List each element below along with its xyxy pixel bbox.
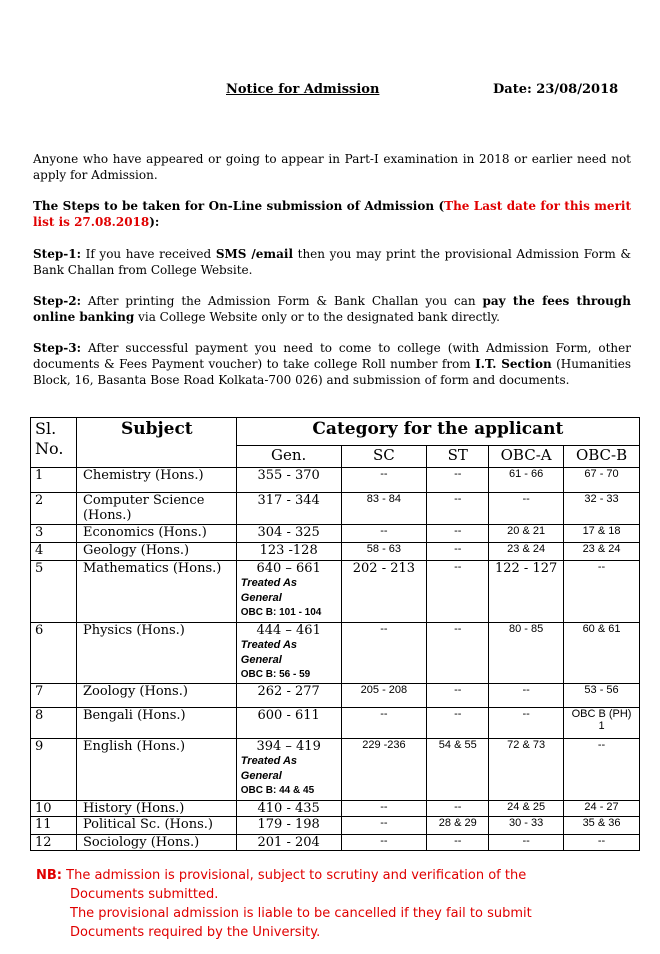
header-category: Category for the applicant (236, 418, 639, 446)
step-1-label: Step-1: (33, 247, 81, 261)
steps-heading-text: The Steps to be taken for On-Line submission of Admission ( (33, 199, 445, 213)
table-row (31, 739, 640, 801)
nb-line-2: Documents submitted. (70, 887, 219, 902)
step-3 (33, 340, 631, 388)
cell-gen (236, 543, 341, 561)
cell-st: -- (427, 684, 489, 708)
gen-range: 600 - 611 (257, 708, 320, 723)
cell-gen (236, 561, 341, 623)
cell-subject: Bengali (Hons.) (76, 708, 236, 739)
table-row (31, 623, 640, 684)
cell-sc: 205 - 208 (341, 684, 427, 708)
cell-obc-a: 24 & 25 (489, 801, 564, 817)
last-date-note: The Last date for this merit list is 27.08.2018 (33, 199, 631, 229)
cell-obc-a: 61 - 66 (489, 468, 564, 493)
cell-obc-b: 17 & 18 (564, 525, 640, 543)
cell-subject: Mathematics (Hons.) (76, 561, 236, 623)
gen-range: 123 -128 (259, 543, 318, 558)
nb-line-3: The provisional admission is liable to be cancelled if they fail to submit (70, 906, 532, 921)
table-row (31, 525, 640, 543)
gen-obc-note: OBC B: 56 - 59 (240, 669, 311, 680)
gen-range: 444 – 461 (256, 623, 321, 638)
cell-obc-b: -- (564, 739, 640, 801)
intro-paragraph: Anyone who have appeared or going to appear in Part-I examination in 2018 or earlier need not apply for Admission. (33, 152, 631, 182)
cell-sc: -- (341, 708, 427, 739)
cell-sl: 11 (31, 817, 77, 835)
cell-sl: 3 (31, 525, 77, 543)
cell-subject: History (Hons.) (76, 801, 236, 817)
step-1 (33, 246, 631, 278)
cell-sl: 4 (31, 543, 77, 561)
table-row (31, 493, 640, 525)
cell-st: 28 & 29 (427, 817, 489, 835)
cell-obc-b: 24 - 27 (564, 801, 640, 817)
gen-range: 640 – 661 (256, 561, 321, 576)
step-1-text: If you have received (81, 247, 216, 261)
gen-obc-note: OBC B: 101 - 104 (240, 607, 322, 618)
nb-note (36, 866, 532, 942)
merit-list-table (30, 417, 640, 851)
cell-obc-a: 30 - 33 (489, 817, 564, 835)
cell-st: -- (427, 543, 489, 561)
cell-sc: -- (341, 623, 427, 684)
header-obc-a: OBC-A (489, 446, 564, 468)
notice-date: Date: 23/08/2018 (493, 82, 619, 97)
table-row (31, 835, 640, 851)
header-st: ST (427, 446, 489, 468)
cell-obc-b: 35 & 36 (564, 817, 640, 835)
gen-range: 410 - 435 (257, 801, 320, 816)
cell-obc-a: -- (489, 493, 564, 525)
cell-gen (236, 817, 341, 835)
cell-sl: 2 (31, 493, 77, 525)
cell-sl: 9 (31, 739, 77, 801)
table-row (31, 708, 640, 739)
cell-gen (236, 801, 341, 817)
gen-note: Treated As General (240, 639, 298, 666)
cell-obc-b: 53 - 56 (564, 684, 640, 708)
steps-heading (33, 198, 631, 230)
cell-obc-b: 67 - 70 (564, 468, 640, 493)
header-subject: Subject (76, 418, 236, 468)
gen-range: 304 - 325 (257, 525, 320, 540)
cell-st: -- (427, 623, 489, 684)
table-body (31, 468, 640, 851)
cell-st: -- (427, 801, 489, 817)
table-row (31, 468, 640, 493)
cell-subject: Zoology (Hons.) (76, 684, 236, 708)
cell-st: -- (427, 561, 489, 623)
cell-sl: 10 (31, 801, 77, 817)
cell-subject: Economics (Hons.) (76, 525, 236, 543)
cell-obc-a: 80 - 85 (489, 623, 564, 684)
cell-obc-a: 122 - 127 (489, 561, 564, 623)
cell-gen (236, 708, 341, 739)
cell-gen (236, 623, 341, 684)
step-2-bold: pay the fees through online banking (33, 294, 631, 324)
cell-gen (236, 835, 341, 851)
header-gen: Gen. (236, 446, 341, 468)
cell-sc: -- (341, 525, 427, 543)
cell-obc-b: -- (564, 561, 640, 623)
cell-sl: 8 (31, 708, 77, 739)
step-2-text-2: via College Website only or to the designated bank directly. (134, 310, 500, 324)
cell-obc-b: -- (564, 835, 640, 851)
header-sc: SC (341, 446, 427, 468)
nb-line-4: Documents required by the University. (70, 925, 321, 940)
cell-sl: 5 (31, 561, 77, 623)
cell-obc-a: -- (489, 708, 564, 739)
step-2 (33, 293, 631, 325)
cell-obc-a: 72 & 73 (489, 739, 564, 801)
cell-subject: Geology (Hons.) (76, 543, 236, 561)
cell-sc: 202 - 213 (341, 561, 427, 623)
cell-obc-b: 60 & 61 (564, 623, 640, 684)
header-sl-no: Sl. No. (31, 418, 77, 468)
table-row (31, 684, 640, 708)
step-3-text: After successful payment you need to come to college (with Admission Form, other documents & Fees Payment voucher) to take college Roll number from (33, 341, 631, 371)
step-2-text: After printing the Admission Form & Bank Challan you can (81, 294, 483, 308)
step-1-text-2: then you may print the provisional Admission Form & Bank Challan from College Website. (33, 247, 631, 277)
gen-obc-note: OBC B: 44 & 45 (240, 785, 315, 796)
cell-obc-a: 20 & 21 (489, 525, 564, 543)
cell-sl: 1 (31, 468, 77, 493)
cell-subject: Sociology (Hons.) (76, 835, 236, 851)
gen-range: 201 - 204 (257, 835, 320, 850)
step-1-bold: SMS /email (215, 247, 294, 261)
gen-range: 317 - 344 (257, 493, 320, 508)
steps-heading-tail: ): (149, 215, 160, 229)
table-row (31, 801, 640, 817)
cell-gen (236, 493, 341, 525)
cell-st: -- (427, 468, 489, 493)
cell-subject: Computer Science (Hons.) (76, 493, 236, 525)
step-2-label: Step-2: (33, 294, 81, 308)
gen-note: Treated As General (240, 577, 298, 604)
cell-obc-b: 32 - 33 (564, 493, 640, 525)
cell-st: -- (427, 525, 489, 543)
cell-sc: -- (341, 801, 427, 817)
nb-line-1: The admission is provisional, subject to scrutiny and verification of the (62, 868, 527, 883)
cell-sl: 6 (31, 623, 77, 684)
cell-sc: 83 - 84 (341, 493, 427, 525)
table-row (31, 561, 640, 623)
cell-subject: English (Hons.) (76, 739, 236, 801)
cell-st: -- (427, 708, 489, 739)
nb-label: NB: (36, 868, 62, 883)
cell-gen (236, 739, 341, 801)
cell-obc-b: OBC B (PH) 1 (564, 708, 640, 739)
gen-note: Treated As General (240, 755, 298, 782)
cell-sc: -- (341, 835, 427, 851)
step-3-label: Step-3: (33, 341, 81, 355)
step-3-text-2: (Humanities Block, 16, Basanta Bose Road Kolkata-700 026) and submission of form and documents. (33, 357, 631, 387)
cell-subject: Political Sc. (Hons.) (76, 817, 236, 835)
gen-range: 179 - 198 (257, 817, 320, 832)
cell-gen (236, 468, 341, 493)
cell-sc: 58 - 63 (341, 543, 427, 561)
cell-gen (236, 684, 341, 708)
cell-obc-a: -- (489, 835, 564, 851)
cell-st: -- (427, 493, 489, 525)
cell-gen (236, 525, 341, 543)
cell-obc-b: 23 & 24 (564, 543, 640, 561)
cell-sc: -- (341, 817, 427, 835)
cell-subject: Chemistry (Hons.) (76, 468, 236, 493)
cell-sc: 229 -236 (341, 739, 427, 801)
table-row (31, 817, 640, 835)
cell-sl: 7 (31, 684, 77, 708)
cell-st: -- (427, 835, 489, 851)
gen-range: 394 – 419 (256, 739, 321, 754)
step-3-bold: I.T. Section (475, 357, 552, 371)
cell-obc-a: 23 & 24 (489, 543, 564, 561)
header-obc-b: OBC-B (564, 446, 640, 468)
notice-title: Notice for Admission (226, 82, 380, 97)
cell-sc: -- (341, 468, 427, 493)
cell-subject: Physics (Hons.) (76, 623, 236, 684)
table-row (31, 543, 640, 561)
gen-range: 262 - 277 (257, 684, 320, 699)
cell-st: 54 & 55 (427, 739, 489, 801)
gen-range: 355 - 370 (257, 468, 320, 483)
cell-sl: 12 (31, 835, 77, 851)
cell-obc-a: -- (489, 684, 564, 708)
